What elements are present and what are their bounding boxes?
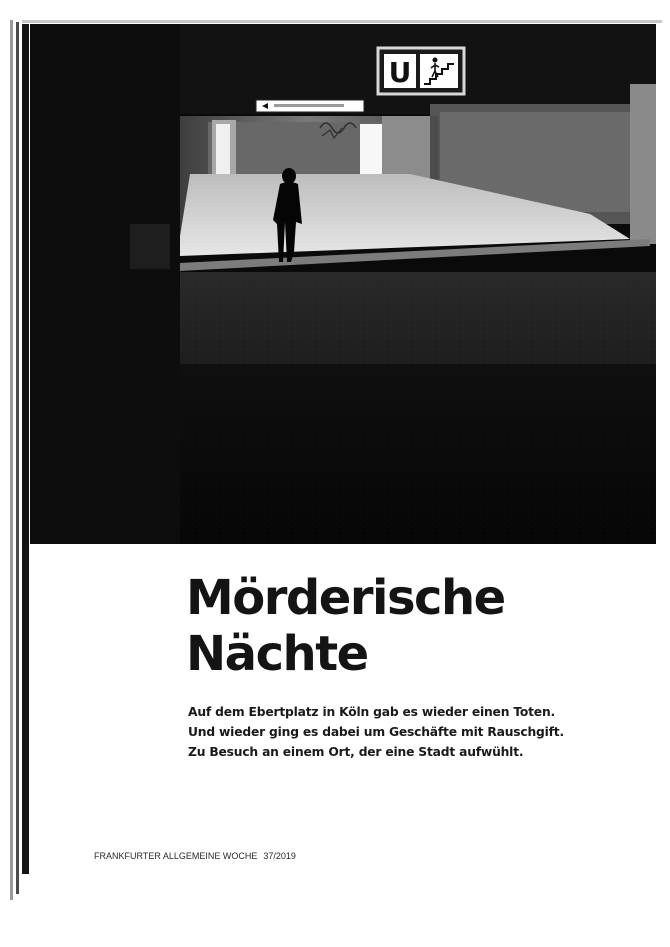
scan-page-edge (22, 24, 29, 874)
svg-text:U: U (388, 56, 412, 89)
page-footer (94, 851, 296, 861)
scan-page-edge (10, 20, 13, 900)
issue-number: 37/2019 (263, 851, 296, 861)
hero-photo (30, 24, 656, 544)
article-headline (186, 570, 505, 682)
direction-arrow-icon (256, 100, 364, 112)
headline-line: Mörderische (186, 570, 505, 626)
scan-page-edge (16, 22, 19, 894)
lead-line: Zu Besuch an einem Ort, der eine Stadt aufwühlt. (188, 745, 524, 759)
scan-top-edge (22, 20, 662, 23)
article-lead (188, 702, 588, 762)
publication-name: FRANKFURTER ALLGEMEINE WOCHE (94, 851, 258, 861)
stairs-pedestrian-icon (420, 54, 458, 88)
lead-line: Und wieder ging es dabei um Geschäfte mit Rauschgift. (188, 725, 564, 739)
lead-line: Auf dem Ebertplatz in Köln gab es wieder einen Toten. (188, 705, 555, 719)
headline-line: Nächte (186, 626, 368, 682)
